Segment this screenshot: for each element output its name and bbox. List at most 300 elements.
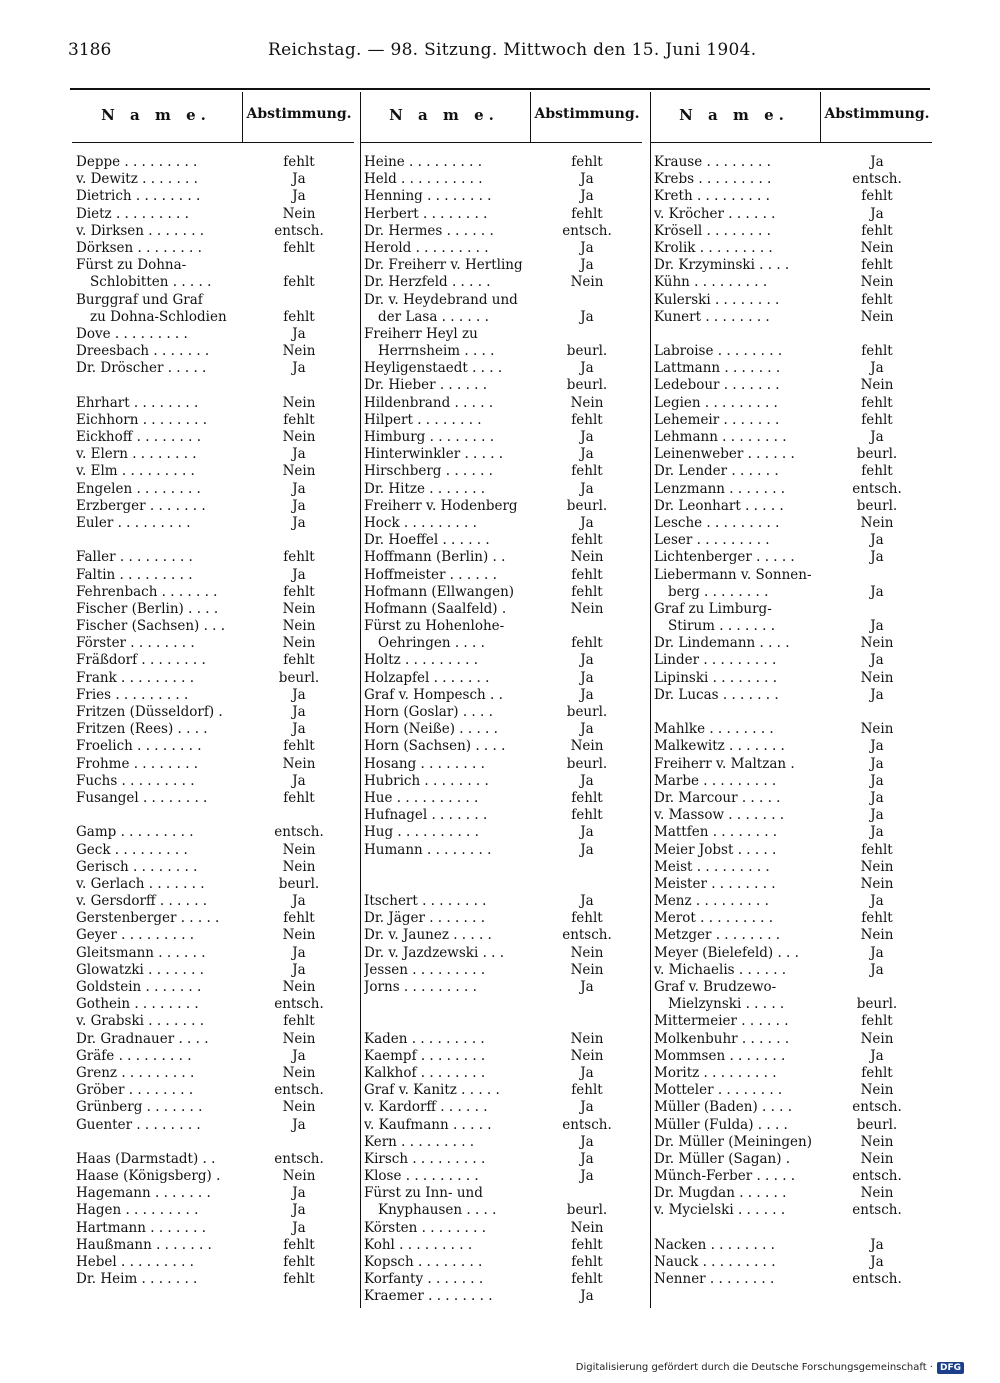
table-row [364,1271,642,1288]
table-row [364,360,642,377]
table-row [76,498,354,515]
vote-value: Nein [570,961,604,978]
table-row [654,360,932,377]
vote-value: Nein [282,205,316,222]
header-divider [820,92,821,142]
vote-column-3 [650,92,932,1308]
row-spacer [654,704,932,721]
member-name: Lehmann . . . . . . . . [654,429,787,445]
table-row [364,893,642,910]
member-name: Haase (Königsberg) . [76,1168,221,1185]
vote-value: Ja [292,1219,306,1236]
member-name: v. Gersdorff . . . . . . [76,893,208,910]
member-name: Legien . . . . . . . . . [654,394,778,411]
table-row [654,515,932,532]
member-name: Fritzen (Düsseldorf) . [76,704,223,720]
member-name: Lehemeir . . . . . . . [654,411,780,428]
table-row [364,807,642,824]
member-name: Heine . . . . . . . . . [364,154,483,170]
member-name: Dr. v. Heydebrand und [364,291,518,308]
member-name: Meister . . . . . . . . [654,875,776,892]
table-row [364,326,642,343]
table-row [654,377,932,394]
member-name: Fritzen (Rees) . . . . [76,721,208,738]
table-row [364,154,642,171]
table-row [654,670,932,687]
member-name: Dr. Hitze . . . . . . . [364,480,486,497]
vote-value: Nein [282,429,316,445]
vote-value: Nein [282,858,316,875]
table-row [654,945,932,962]
table-row [76,1031,354,1048]
vote-value: fehlt [571,532,603,549]
table-row [654,876,932,893]
table-row [654,1185,932,1202]
vote-value: fehlt [571,1271,603,1288]
vote-value: Ja [580,1150,594,1167]
table-row [364,910,642,927]
member-name: Dr. Lindemann . . . . [654,635,790,652]
vote-value: Nein [570,549,604,566]
table-row [76,824,354,841]
vote-value: Nein [282,1064,316,1081]
member-name: Gerisch . . . . . . . . [76,858,198,875]
member-name: Kreth . . . . . . . . . [654,188,770,205]
vote-value: Ja [870,652,884,669]
member-name: Jorns . . . . . . . . . [364,979,477,995]
header-divider [242,92,243,142]
vote-value: Nein [570,274,604,291]
member-name: Nacken . . . . . . . . [654,1236,775,1253]
member-name: Dr. Heim . . . . . . . [76,1271,198,1288]
table-row [654,738,932,755]
vote-value: Ja [580,188,594,205]
member-name: Freiherr v. Maltzan . [654,755,795,772]
member-name: Münch-Ferber . . . . . [654,1168,796,1185]
table-row [76,274,354,291]
member-name: v. Massow . . . . . . . [654,807,785,824]
vote-value: Nein [860,927,894,944]
table-row [364,1288,642,1305]
member-list [654,154,932,1288]
vote-value: beurl. [856,446,898,463]
table-row [76,876,354,893]
vote-value: entsch. [852,1099,902,1116]
vote-value: Ja [870,1047,884,1064]
table-row [364,979,642,996]
member-name: Fehrenbach . . . . . . . [76,583,218,600]
vote-value: Ja [580,721,594,738]
table-row [364,1185,642,1202]
vote-value: Ja [870,583,884,600]
table-row [76,257,354,274]
member-name: Grenz . . . . . . . . . [76,1064,195,1081]
member-name: Kopsch . . . . . . . . [364,1254,483,1270]
member-name: Knyphausen . . . . [378,1202,497,1219]
column-header [72,92,354,143]
table-row [364,1134,642,1151]
vote-value: fehlt [571,789,603,806]
table-row [76,652,354,669]
vote-value: Ja [580,446,594,463]
table-row [364,1220,642,1237]
table-row [364,1031,642,1048]
member-name: Kaempf . . . . . . . . [364,1047,486,1064]
table-row [364,756,642,773]
member-name: Hinterwinkler . . . . . [364,446,504,463]
vote-value: Nein [860,721,894,738]
vote-value: Ja [870,618,884,635]
table-row [364,171,642,188]
table-row [654,1202,932,1219]
member-name: der Lasa . . . . . . [378,308,489,325]
vote-value: beurl. [278,875,320,892]
table-row [364,1254,642,1271]
vote-value: Nein [860,239,894,256]
member-name: Kunert . . . . . . . . [654,308,770,325]
table-row [654,824,932,841]
table-row [76,1271,354,1288]
member-name: Linder . . . . . . . . . [654,652,777,669]
member-name: Fries . . . . . . . . . [76,686,189,703]
vote-value: fehlt [861,394,893,411]
member-name: Hosang . . . . . . . . [364,755,485,772]
vote-value: beurl. [566,497,608,514]
table-row [364,601,642,618]
footer-text: Digitalisierung gefördert durch die Deutsche Forschungsgemeinschaft · [575,1362,933,1373]
member-name: Fuchs . . . . . . . . . [76,772,195,789]
row-spacer [364,1013,642,1030]
vote-value: fehlt [571,807,603,824]
member-name: v. Elern . . . . . . . . [76,446,197,463]
vote-value: Ja [580,979,594,995]
vote-value: fehlt [861,188,893,205]
row-spacer [654,1220,932,1237]
vote-value: Ja [580,480,594,497]
table-row [364,1048,642,1065]
member-name: v. Kaufmann . . . . . [364,1116,492,1133]
member-name: Faltin . . . . . . . . . [76,566,193,583]
vote-value: Ja [870,549,884,566]
vote-value: Nein [570,1030,604,1047]
member-name: Graf v. Kanitz . . . . . [364,1082,500,1099]
member-name: Hug . . . . . . . . . . [364,824,479,841]
member-name: Gothein . . . . . . . . [76,996,199,1013]
table-row [76,1202,354,1219]
member-name: Schlobitten . . . . . [90,274,212,291]
vote-value: Ja [870,154,884,170]
vote-value: Ja [292,480,306,497]
member-name: Malkewitz . . . . . . . [654,738,785,755]
member-name: Dr. Müller (Sagan) . [654,1150,791,1167]
member-name: Haußmann . . . . . . . [76,1236,212,1253]
member-name: Burggraf und Graf [76,291,203,308]
member-name: Dietz . . . . . . . . . [76,205,189,222]
member-name: Stirum . . . . . . . [668,618,776,635]
member-name: Hock . . . . . . . . . [364,514,477,531]
member-name: Lattmann . . . . . . . [654,360,781,377]
table-row [364,429,642,446]
member-name: Hirschberg . . . . . . [364,463,493,480]
vote-value: entsch. [562,222,612,239]
vote-value: entsch. [852,1202,902,1219]
vote-value: fehlt [861,343,893,360]
table-row [76,893,354,910]
vote-value: Ja [580,239,594,256]
vote-value: Ja [292,188,306,205]
table-row [76,206,354,223]
dfg-logo: DFG [937,1362,964,1374]
table-row [654,154,932,171]
running-title: Reichstag. — 98. Sitzung. Mittwoch den 15. Juni 1904. [268,40,757,60]
table-row [654,842,932,859]
vote-value: fehlt [861,841,893,858]
member-name: Freiherr Heyl zu [364,325,478,342]
vote-value: Nein [860,1082,894,1099]
vote-value: entsch. [852,1271,902,1288]
table-row [76,756,354,773]
table-row [654,1237,932,1254]
vote-value: Ja [870,532,884,549]
table-row [654,687,932,704]
table-row [76,223,354,240]
table-row [364,670,642,687]
table-row [76,1151,354,1168]
table-row [654,927,932,944]
table-row [654,274,932,291]
table-row [76,309,354,326]
vote-value: Nein [860,635,894,652]
vote-value: Ja [580,669,594,686]
member-name: Lenzmann . . . . . . . [654,480,786,497]
table-row [76,154,354,171]
table-row [364,618,642,635]
vote-value: Nein [860,1133,894,1150]
member-name: Freiherr v. Hodenberg [364,497,518,514]
table-row [364,463,642,480]
table-row [76,292,354,309]
member-name: Himburg . . . . . . . . [364,429,494,445]
vote-value: Ja [870,360,884,377]
vote-value: Ja [580,257,594,274]
vote-value: Ja [292,1185,306,1202]
member-name: Dr. Leonhart . . . . . [654,497,784,514]
member-name: Fürst zu Dohna- [76,257,187,274]
name-header: N a m e. [679,106,789,124]
vote-value: fehlt [571,154,603,170]
table-row [76,618,354,635]
vote-value: Ja [870,1254,884,1270]
member-name: Dietrich . . . . . . . . [76,188,201,205]
member-name: Müller (Fulda) . . . . [654,1116,788,1133]
vote-value: Ja [580,772,594,789]
table-row [364,790,642,807]
member-name: Dörksen . . . . . . . . [76,239,202,256]
member-name: Eichhorn . . . . . . . . [76,411,208,428]
table-row [76,1082,354,1099]
table-row [654,652,932,669]
table-row [364,635,642,652]
vote-value: Ja [292,1202,306,1219]
vote-value: Ja [580,1064,594,1081]
vote-value: Nein [570,1219,604,1236]
vote-header: Abstimmung. [534,106,640,122]
vote-value: beurl. [566,1202,608,1219]
row-spacer [76,807,354,824]
member-name: Gamp . . . . . . . . . [76,824,194,841]
table-row [76,360,354,377]
table-row [364,292,642,309]
table-row [654,1168,932,1185]
member-name: Herold . . . . . . . . . [364,239,489,256]
member-name: Mielzynski . . . . . [668,996,785,1013]
vote-value: Nein [282,979,316,995]
vote-value: fehlt [571,566,603,583]
vote-value: fehlt [861,257,893,274]
table-row [76,481,354,498]
vote-value: Ja [870,738,884,755]
member-name: Dr. Dröscher . . . . . [76,360,207,377]
vote-value: Nein [570,738,604,755]
table-row [654,206,932,223]
member-name: Hartmann . . . . . . . [76,1219,207,1236]
table-row [364,962,642,979]
member-name: Gerstenberger . . . . . [76,910,220,927]
vote-value: Ja [870,961,884,978]
row-spacer [654,326,932,343]
row-spacer [76,532,354,549]
member-name: Hoffmeister . . . . . . [364,566,497,583]
column-divider [650,92,651,1308]
member-name: Geck . . . . . . . . . [76,841,188,858]
vote-value: Nein [282,463,316,480]
member-name: Holtz . . . . . . . . . [364,652,478,669]
member-name: Krause . . . . . . . . [654,154,771,170]
member-name: Hufnagel . . . . . . . [364,807,488,824]
column-header [360,92,642,143]
table-row [76,1065,354,1082]
vote-value: Nein [860,274,894,291]
member-name: v. Michaelis . . . . . . [654,961,787,978]
table-row [654,618,932,635]
table-row [654,1117,932,1134]
table-row [654,1254,932,1271]
table-row [364,274,642,291]
vote-value: fehlt [571,463,603,480]
vote-value: fehlt [571,1236,603,1253]
member-name: Hilpert . . . . . . . . [364,411,482,428]
member-name: Jessen . . . . . . . . . [364,961,486,978]
member-name: Fusangel . . . . . . . . [76,789,208,806]
member-name: Gröber . . . . . . . . [76,1082,194,1099]
member-name: Hagen . . . . . . . . . [76,1202,199,1219]
vote-value: fehlt [283,1013,315,1030]
table-row [76,721,354,738]
table-row [654,446,932,463]
member-name: Frank . . . . . . . . . [76,669,194,686]
member-name: Fürst zu Inn- und [364,1185,483,1202]
vote-value: fehlt [283,583,315,600]
table-row [654,567,932,584]
vote-value: Ja [292,446,306,463]
member-name: Meier Jobst . . . . . [654,841,777,858]
vote-value: entsch. [852,171,902,188]
table-row [654,721,932,738]
member-name: v. Gerlach . . . . . . . [76,875,205,892]
table-row [364,738,642,755]
vote-value: Nein [570,394,604,411]
member-name: Kaden . . . . . . . . . [364,1030,485,1047]
member-name: Dr. Lucas . . . . . . . [654,686,779,703]
member-name: Oehringen . . . . [378,635,485,652]
table-row [76,979,354,996]
vote-value: Nein [860,377,894,394]
member-name: Liebermann v. Sonnen- [654,566,812,583]
member-name: v. Dirksen . . . . . . . [76,222,205,239]
vote-value: Nein [282,1030,316,1047]
vote-value: Nein [860,1150,894,1167]
table-row [76,1168,354,1185]
member-name: Geyer . . . . . . . . . [76,927,195,944]
member-name: Leinenweber . . . . . . [654,446,795,463]
table-row [654,773,932,790]
member-name: Dr. Gradnauer . . . . [76,1030,209,1047]
member-name: Glowatzki . . . . . . . [76,961,204,978]
member-name: Kohl . . . . . . . . . [364,1236,473,1253]
member-name: Hofmann (Ellwangen) [364,583,515,600]
member-name: Marbe . . . . . . . . . [654,772,777,789]
member-name: Dr. Lender . . . . . . [654,463,779,480]
table-row [364,945,642,962]
table-row [654,1134,932,1151]
vote-value: Ja [580,429,594,445]
vote-header: Abstimmung. [824,106,930,122]
table-row [76,927,354,944]
table-row [364,223,642,240]
member-name: Hofmann (Saalfeld) . [364,600,507,617]
member-name: Fürst zu Hohenlohe- [364,618,505,635]
table-row [654,1099,932,1116]
table-row [364,498,642,515]
vote-value: Ja [292,514,306,531]
member-name: Dr. Herzfeld . . . . . [364,274,491,291]
vote-value: entsch. [274,824,324,841]
table-row [654,807,932,824]
vote-value: fehlt [571,583,603,600]
vote-value: Nein [860,308,894,325]
table-row [654,979,932,996]
table-row [364,395,642,412]
table-row [654,309,932,326]
vote-value: fehlt [283,308,315,325]
vote-value: entsch. [852,1168,902,1185]
vote-value: fehlt [571,635,603,652]
table-row [364,206,642,223]
table-row [364,446,642,463]
table-row [364,240,642,257]
member-name: Deppe . . . . . . . . . [76,154,198,170]
member-name: Müller (Baden) . . . . [654,1099,793,1116]
vote-value: Ja [580,652,594,669]
table-row [76,188,354,205]
member-name: Graf zu Limburg- [654,600,772,617]
vote-value: fehlt [861,411,893,428]
member-name: Dr. Hoeffel . . . . . . [364,532,490,549]
table-row [76,962,354,979]
member-name: Krolik . . . . . . . . . [654,239,773,256]
vote-value: Ja [292,497,306,514]
vote-value: entsch. [852,480,902,497]
